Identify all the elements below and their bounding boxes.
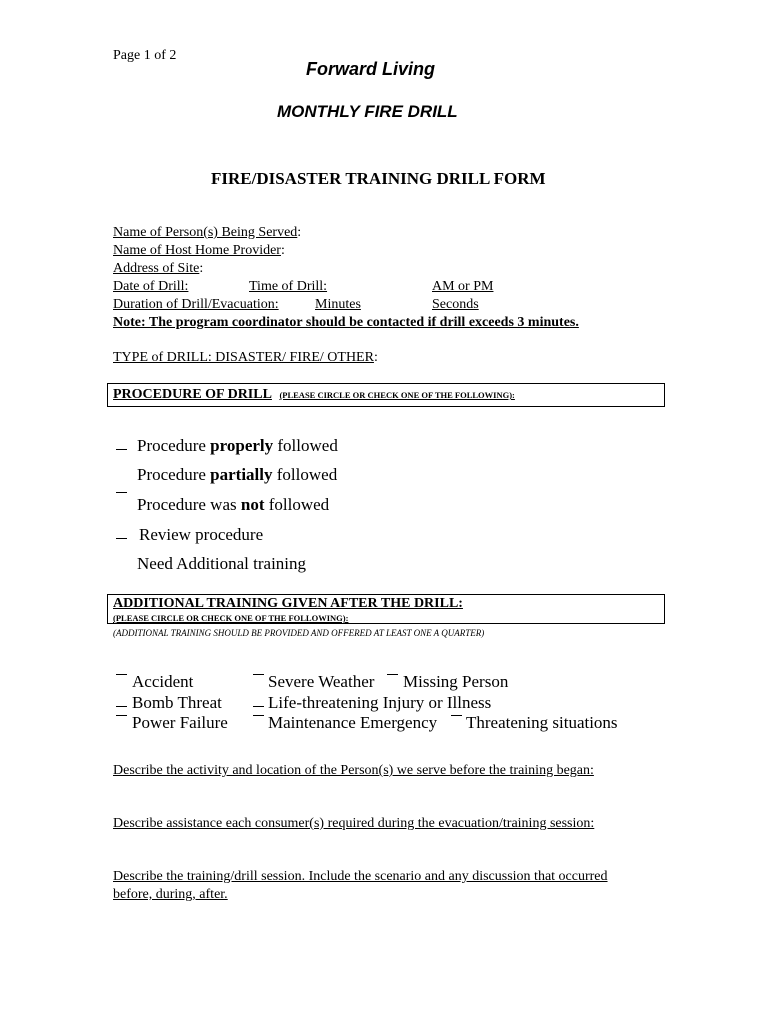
am-pm-label: AM or PM [432,279,494,294]
colon: : [280,243,285,258]
option-text: followed [273,436,338,455]
option-emphasis: partially [210,465,273,484]
training-frequency-note: (ADDITIONAL TRAINING SHOULD BE PROVIDED AND OFFERED AT LEAST ONE A QUARTER) [113,628,485,638]
checkbox-not-followed[interactable] [116,492,127,493]
session-prompt-line1: Describe the training/drill session. Include the scenario and any discussion that occurred [113,869,608,884]
training-heading: ADDITIONAL TRAINING GIVEN AFTER THE DRILL: [113,596,463,611]
coordinator-note: Note: The program coordinator should be contacted if drill exceeds 3 minutes. [113,315,579,330]
checkbox-power-failure[interactable] [116,715,127,716]
checkbox-missing-person[interactable] [387,674,398,675]
option-partially-followed [137,464,337,486]
checkbox-accident[interactable] [116,674,127,675]
option-review-procedure: Review procedure [139,525,264,544]
option-text: Procedure [137,436,211,455]
option-life-threatening: Life-threatening Injury or Illness [268,693,492,712]
option-bomb-threat: Bomb Threat [132,693,222,712]
option-properly-followed [137,435,338,457]
address-of-site-field [113,260,203,278]
option-text: Procedure was [137,495,241,514]
type-of-drill-label: TYPE of DRILL: DISASTER/ FIRE/ OTHER [113,350,374,365]
checkbox-maintenance[interactable] [253,715,264,716]
checkbox-life-threatening[interactable] [253,706,264,707]
page-number: Page 1 of 2 [113,48,177,63]
duration-label: Duration of Drill/Evacuation: [113,297,279,312]
option-accident: Accident [132,672,194,691]
assistance-prompt: Describe assistance each consumer(s) required during the evacuation/training session: [113,816,595,831]
host-home-provider-field [113,242,285,260]
option-not-followed [137,494,329,516]
option-emphasis: not [240,495,265,514]
procedure-heading: PROCEDURE OF DRILL [113,387,272,402]
option-text: followed [264,495,330,514]
checkbox-severe-weather[interactable] [253,674,264,675]
form-title: FIRE/DISASTER TRAINING DRILL FORM [211,169,546,188]
checkbox-threatening[interactable] [451,715,462,716]
option-severe-weather: Severe Weather [268,672,375,691]
date-of-drill-label: Date of Drill: [113,279,189,294]
colon: : [199,261,204,276]
option-missing-person: Missing Person [403,672,509,691]
checkbox-properly[interactable] [116,449,127,450]
training-instruction: (PLEASE CIRCLE OR CHECK ONE OF THE FOLLOWING): [113,613,349,623]
time-of-drill-label: Time of Drill: [249,279,328,294]
persons-served-label: Name of Person(s) Being Served [113,225,298,240]
procedure-header [113,387,515,403]
option-emphasis: properly [210,436,274,455]
option-additional-training: Need Additional training [137,554,307,573]
option-threatening-situations: Threatening situations [466,713,618,732]
option-power-failure: Power Failure [132,713,228,732]
session-prompt-line2: before, during, after. [113,887,228,902]
type-of-drill-field [113,349,378,367]
document-title: MONTHLY FIRE DRILL [277,102,458,121]
option-maintenance-emergency: Maintenance Emergency [268,713,438,732]
host-home-provider-label: Name of Host Home Provider [113,243,281,258]
seconds-label: Seconds [432,297,479,312]
procedure-instruction: (PLEASE CIRCLE OR CHECK ONE OF THE FOLLOWING): [279,390,515,400]
option-text: followed [272,465,338,484]
checkbox-review[interactable] [116,538,127,539]
colon: : [297,225,302,240]
option-text: Procedure [137,465,211,484]
colon: : [373,350,378,365]
minutes-label: Minutes [315,297,361,312]
checkbox-bomb-threat[interactable] [116,706,127,707]
activity-location-prompt: Describe the activity and location of the Person(s) we serve before the training began: [113,763,594,778]
address-of-site-label: Address of Site [113,261,200,276]
persons-served-field [113,224,301,242]
organization-name: Forward Living [306,59,436,79]
